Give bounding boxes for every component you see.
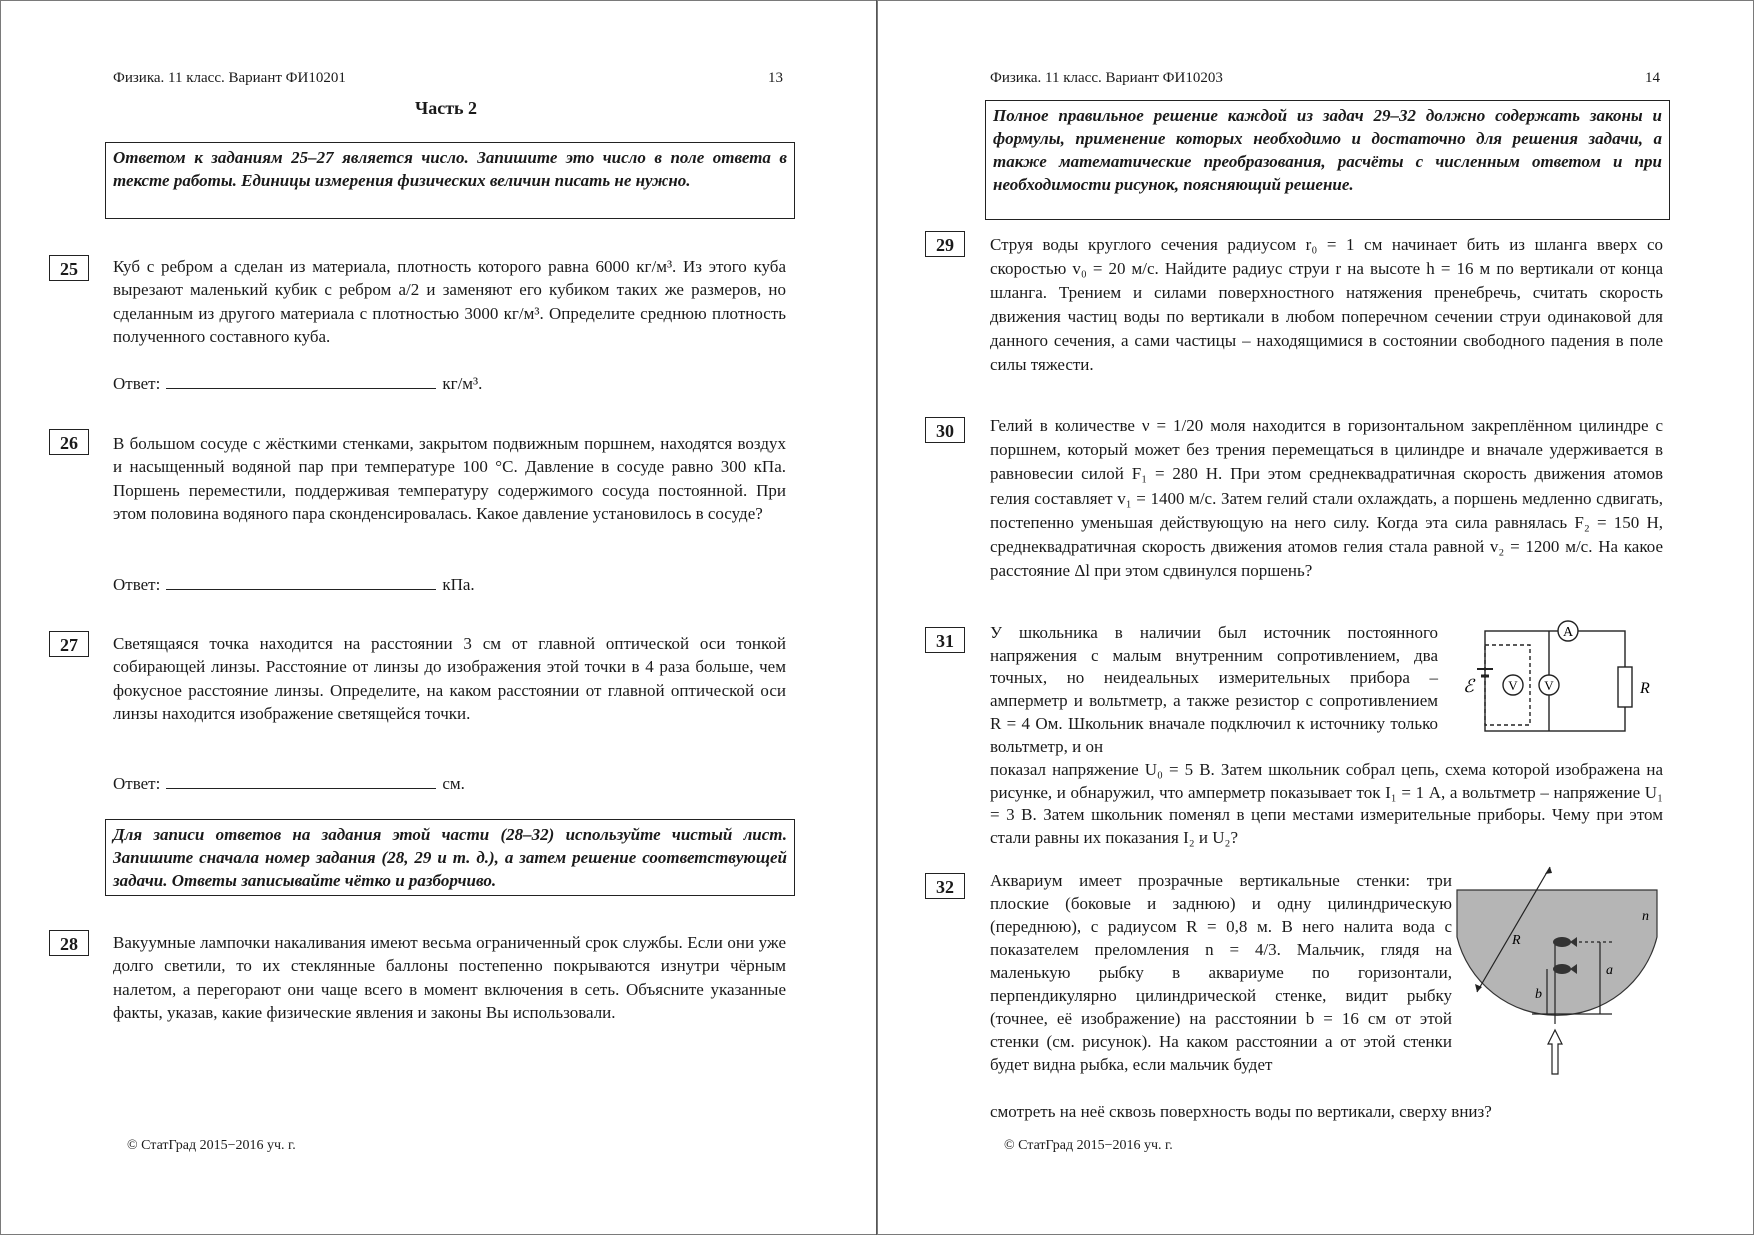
right-page-number: 14	[1645, 70, 1660, 86]
task-number-29: 29	[925, 231, 965, 257]
voltmeter-label: V	[1508, 678, 1518, 693]
distance-a-label: a	[1606, 963, 1613, 978]
task-number-32: 32	[925, 873, 965, 899]
answer-label: Ответ:	[113, 374, 161, 393]
ammeter-label: A	[1562, 625, 1574, 640]
task-29-text: Струя воды круглого сечения радиусом r₀ = 1 см начинает бить из шланга вверх со скоростью v₀ = 20 м/с. Найдите радиус струи r на высоте h = 16 м по вертикали от конца шланга. Трением и силами поверхностного натяжения пренебречь, считать скорость движения частиц воды по вертикали в любом поперечном сечении струи одинаковой для данного сечения, а сами частицы – находящимися в состоянии свободного падения в поле силы тяжести.	[990, 235, 1663, 374]
task-number-31: 31	[925, 627, 965, 653]
task-number-28: 28	[49, 930, 89, 956]
task-31-text-bottom: показал напряжение U₀ = 5 В. Затем школьник собрал цепь, схема которой изображена на рисунке, и обнаружил, что амперметр показывает ток I₁ = 1 А, а вольтметр – напряжение U₁ = 3 В. Затем школьник поменял в цепи местами измерительные приборы. Чему при этом стали равны их показания I₂ и U₂?	[990, 760, 1663, 848]
task-25-answer	[113, 374, 482, 394]
task-30-text: Гелий в количестве ν = 1/20 моля находится в горизонтальном закреплённом цилиндре с поршнем, который может без трения перемещаться в цилиндре и вначале удерживается в равновесии силой F₁ = 280 Н. При этом среднеквадратичная скорость движения атомов гелия составляет v₁ = 1400 м/с. Затем гелий стали охлаждать, а поршень медленно сдвигать, постепенно уменьшая действующую на него силу. Когда эта сила равнялась F₂ = 150 Н, среднеквадратичная скорость движения атомов гелия стала равной v₂ = 1200 м/с. На какое расстояние Δl при этом сдвинулся поршень?	[990, 416, 1663, 581]
task-26-answer	[113, 575, 475, 595]
part-title: Часть 2	[415, 98, 478, 118]
task-31-text-top: У школьника в наличии был источник постоянного напряжения с малым внутренним сопротивлением, два точных, но неидеальных измерительных прибора – амперметр и вольтметр, а также резистор с сопротивлением R = 4 Ом. Школьник вначале подключил к источнику только вольтметр, и он	[990, 623, 1438, 756]
view-arrow-icon	[1548, 1030, 1562, 1074]
radius-label: R	[1512, 933, 1521, 948]
voltmeter-label-2: V	[1544, 678, 1554, 693]
instruction-box-full-solution: Полное правильное решение каждой из задач 29–32 должно содержать законы и формулы, применение которых необходимо и достаточно для решения задачи, а также математические преобразования, расчёты с численным ответом и при необходимости рисунок, поясняющий решение.	[985, 100, 1670, 220]
task-28-text: Вакуумные лампочки накаливания имеют весьма ограниченный срок службы. Если они уже долго светили, то их стеклянные баллоны постепенно покрываются изнутри чёрным налетом, а перегорают они чаще всего в момент включения в сеть. Объясните указанные факты, указав, какие физические явления и законы Вы использовали.	[113, 933, 786, 1022]
task-26-text: В большом сосуде с жёсткими стенками, закрытом подвижным поршнем, находятся воздух и насыщенный водяной пар при температуре 100 °С. Давление в сосуде равно 300 кПа. Поршень переместили, поддерживая температуру содержимого сосуда постоянной. При этом половина водяного пара сконденсировалась. Какое давление установилось в сосуде?	[113, 434, 786, 523]
task-number-25: 25	[49, 255, 89, 281]
right-footer: © СтатГрад 2015−2016 уч. г.	[1004, 1138, 1173, 1153]
left-footer: © СтатГрад 2015−2016 уч. г.	[127, 1138, 296, 1153]
task-25-text: Куб с ребром a сделан из материала, плотность которого равна 6000 кг/м³. Из этого куба вырезают маленький кубик с ребром a/2 и заменяют его кубиком таких же размеров, но сделанным из другого материала с плотностью 3000 кг/м³. Определите среднюю плотность полученного составного куба.	[113, 257, 786, 346]
aquarium-diagram	[1452, 862, 1662, 1082]
task-27-answer	[113, 774, 465, 794]
task-number-30: 30	[925, 417, 965, 443]
answer-field-26[interactable]	[166, 575, 436, 590]
answer-unit: кг/м³.	[442, 374, 483, 393]
left-header: Физика. 11 класс. Вариант ФИ10201	[113, 70, 346, 86]
fish-image-icon	[1553, 964, 1571, 974]
circuit-diagram	[1455, 615, 1655, 740]
answer-label: Ответ:	[113, 774, 161, 793]
answer-unit: см.	[442, 774, 465, 793]
emf-label: ℰ	[1463, 676, 1474, 696]
instruction-box-solutions: Для записи ответов на задания этой части (28–32) используйте чистый лист. Запишите сначала номер задания (28, 29 и т. д.), а затем решение соответствующей задачи. Ответы записывайте чётко и разборчиво.	[105, 819, 795, 896]
aquarium-water	[1457, 890, 1657, 1015]
resistor-icon	[1618, 667, 1632, 707]
fish-icon	[1553, 937, 1571, 947]
answer-unit: кПа.	[442, 575, 475, 594]
left-page-number: 13	[768, 70, 783, 86]
task-32-text-top: Аквариум имеет прозрачные вертикальные стенки: три плоские (боковые и заднюю) и одну цилиндрическую (переднюю), с радиусом R = 0,8 м. В него налита вода с показателем преломления n = 4/3. Мальчик, глядя на маленькую рыбку в аквариуме по горизонтали, перпендикулярно цилиндрической стенке, видит рыбку (точнее, её изображение) на расстоянии b = 16 см от этой стенки (см. рисунок). На каком расстоянии a от этой стенки будет видна рыбка, если мальчик будет	[990, 871, 1452, 1074]
right-page	[877, 0, 1754, 1239]
index-label: n	[1642, 909, 1649, 924]
task-27-text: Светящаяся точка находится на расстоянии 3 см от главной оптической оси тонкой собирающей линзы. Расстояние от линзы до изображения этой точки в 4 раза больше, чем фокусное расстояние линзы. Определите, на каком расстоянии от главной оптической оси линзы находится изображение светящейся точки.	[113, 634, 786, 723]
answer-label: Ответ:	[113, 575, 161, 594]
task-number-27: 27	[49, 631, 89, 657]
task-number-26: 26	[49, 429, 89, 455]
answer-field-25[interactable]	[166, 374, 436, 389]
answer-field-27[interactable]	[166, 774, 436, 789]
instruction-box-answers: Ответом к заданиям 25–27 является число. Запишите это число в поле ответа в тексте работы. Единицы измерения физических величин писать не нужно.	[105, 142, 795, 219]
radius-arrowhead-top	[1545, 867, 1552, 874]
distance-b-label: b	[1535, 987, 1542, 1002]
resistor-label: R	[1640, 680, 1650, 697]
task-32-text-bottom: смотреть на неё сквозь поверхность воды по вертикали, сверху вниз?	[990, 1102, 1492, 1121]
right-header: Физика. 11 класс. Вариант ФИ10203	[990, 70, 1223, 86]
